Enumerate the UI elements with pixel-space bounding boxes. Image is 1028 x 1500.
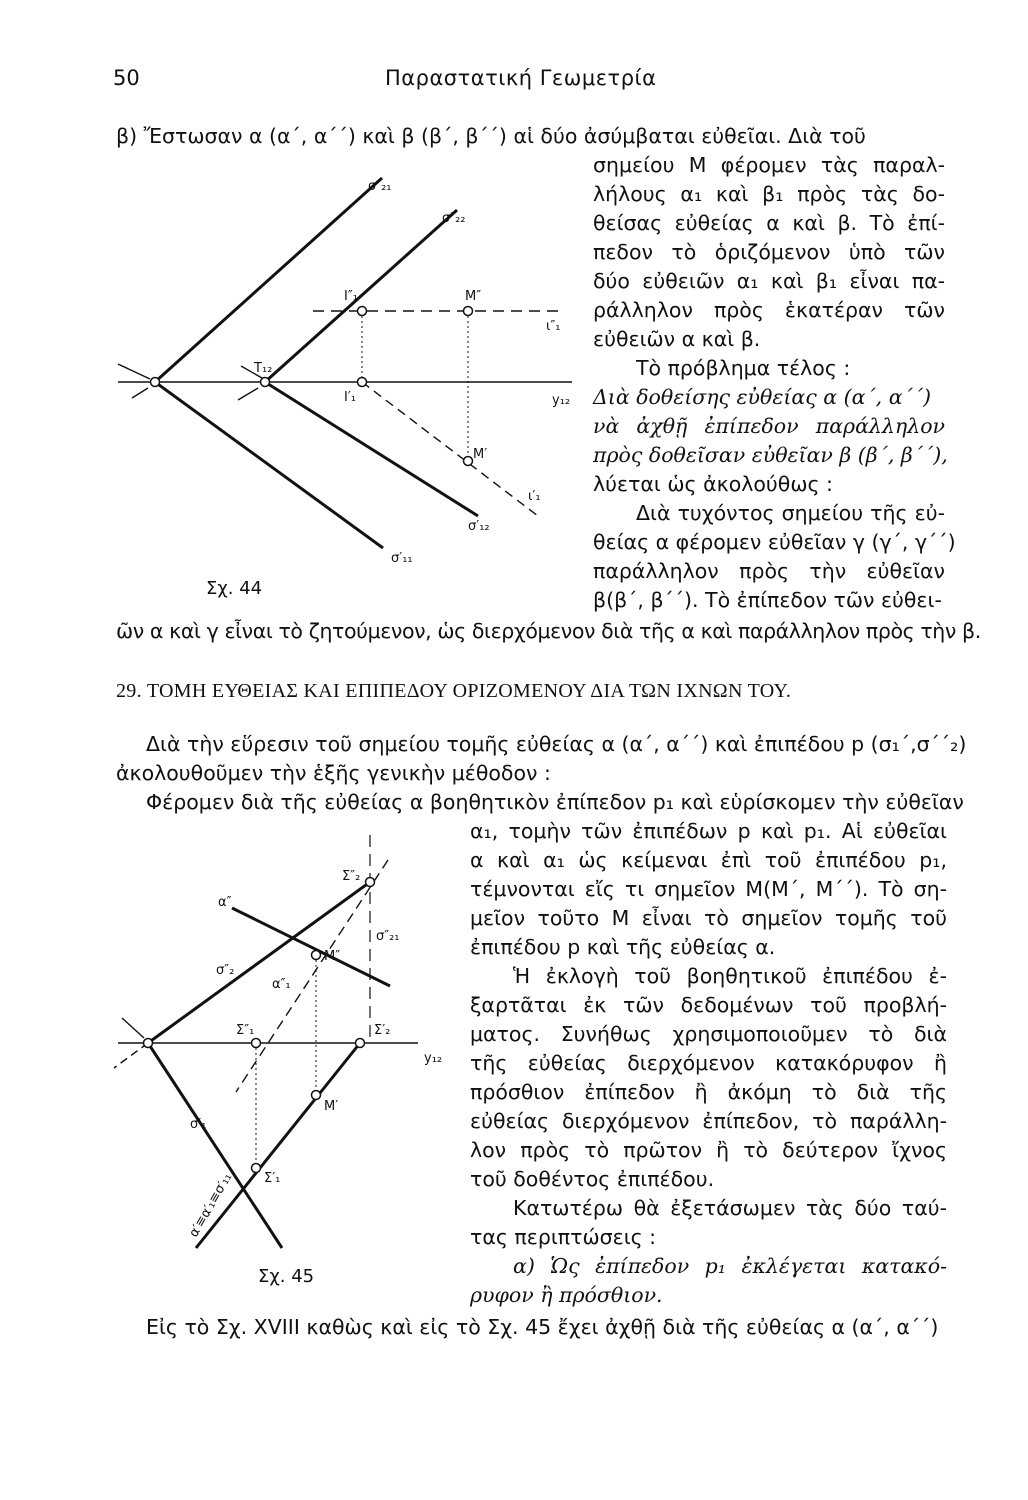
fig44-label-mpp: M″ xyxy=(465,289,482,304)
fig44-label-l1p: ι′₁ xyxy=(528,489,541,504)
fig44-label-s12p: σ′₁₂ xyxy=(468,519,490,534)
fig45-line-a1-pp xyxy=(236,860,391,1092)
para-b-line-9: Τὸ πρόβλημα τέλος : xyxy=(636,356,851,380)
s29-line-r10: πρόσθιον ἐπίπεδον ἢ ἀκόμη τὸ διὰ τῆς xyxy=(470,1080,947,1104)
fig45-trace-tick xyxy=(122,1018,144,1038)
para-b-line-6: δύο εὐθειῶν α₁ καὶ β₁ εἶναι πα- xyxy=(593,269,945,293)
fig45-line-a-pp xyxy=(232,908,390,986)
fig45-label-s1p: σ′₁ xyxy=(190,1117,207,1132)
fig45-point-S2pp xyxy=(366,878,375,887)
fig44-caption: Σχ. 44 xyxy=(206,578,263,599)
fig45-label-y12: y₁₂ xyxy=(424,1051,443,1066)
fig45-point-Mp xyxy=(312,1091,321,1100)
para-b-line-17: β(β΄, β΄΄). Τὸ ἐπίπεδον τῶν εὐθει- xyxy=(593,588,942,612)
page-number: 50 xyxy=(113,66,140,90)
fig45-label-s2pp: σ″₂ xyxy=(216,963,235,978)
s29-line-r4: μεῖον τοῦτο M εἶναι τὸ σημεῖον τομῆς τοῦ xyxy=(470,906,947,930)
s29-line-r13: τοῦ δοθέντος ἐπιπέδου. xyxy=(470,1167,715,1191)
fig45-point-Mpp xyxy=(312,951,321,960)
s29-line-r3: τέμνονται εἴς τι σημεῖον M(M΄, M΄΄). Τὸ ση- xyxy=(470,877,947,901)
fig44-label-y12: y₁₂ xyxy=(552,393,571,408)
para-b-line-3: λήλους α₁ καὶ β₁ πρὸς τὰς δο- xyxy=(593,182,945,206)
fig45-label-S1pp: Σ″₁ xyxy=(236,1023,255,1038)
para-b-line-10: Διὰ δοθείσης εὐθείας α (α΄, α΄΄) xyxy=(593,385,932,409)
s29-line-r14: Κατωτέρω θὰ ἐξετάσωμεν τὰς δύο ταύ- xyxy=(513,1196,947,1220)
para-b-line-7: ράλληλον πρὸς ἑκατέραν τῶν xyxy=(593,298,945,322)
s29-line-r16: α) Ὡς ἐπίπεδον p₁ ἐκλέγεται κατακό- xyxy=(513,1254,947,1278)
fig44-label-t12: T₁₂ xyxy=(254,361,273,376)
fig45-label-Mp: M′ xyxy=(324,1099,339,1114)
s29-line-r15: τας περιπτώσεις : xyxy=(470,1225,657,1249)
section-29-title: 29. ΤΟΜΗ ΕΥΘΕΙΑΣ ΚΑΙ ΕΠΙΠΕΔΟΥ ΟΡΙΖΟΜΕΝΟΥ ΔΙΑ ΤΩΝ ΙΧΝΩΝ ΤΟΥ. xyxy=(116,680,792,702)
s29-line-r12: λον πρὸς τὸ πρῶτον ἢ τὸ δεύτερον ἴχνος xyxy=(470,1138,947,1162)
fig44-label-s11p: σ′₁₁ xyxy=(391,551,413,566)
fig44-label-i1pp: I″₁ xyxy=(344,289,358,304)
fig45-label-a-pp: α″ xyxy=(218,895,232,910)
para-b-line-4: θείσας εὐθείας α καὶ β. Τὸ ἐπί- xyxy=(593,211,945,235)
fig45-point-sigma12 xyxy=(144,1039,153,1048)
fig45-label-S2p: Σ′₂ xyxy=(374,1023,391,1038)
s29-line-r5: ἐπιπέδου p καὶ τῆς εὐθείας α. xyxy=(470,935,776,959)
fig45-trace-s1p xyxy=(148,1043,282,1248)
s29-line-r11: εὐθείας διερχόμενον ἐπίπεδον, τὸ παράλλη- xyxy=(470,1109,947,1133)
para-b-line-8: εὐθειῶν α καὶ β. xyxy=(593,327,761,351)
fig44-label-s22: σ″₂₂ xyxy=(442,211,466,226)
s29-line-r9: τῆς εὐθείας διερχόμενον κατακόρυφον ἢ xyxy=(470,1051,947,1075)
s29-p1-line-2: ἀκολουθοῦμεν τὴν ἑξῆς γενικὴν μέθοδον : xyxy=(116,761,551,785)
s29-p2-line-1: Φέρομεν διὰ τῆς εὐθείας α βοηθητικὸν ἐπίπεδον p₁ καὶ εὑρίσκομεν τὴν εὐθεῖαν xyxy=(146,790,964,814)
s29-line-r17: ρυφον ἢ πρόσθιον. xyxy=(470,1283,663,1307)
running-head: Παραστατική Γεωμετρία xyxy=(385,66,657,90)
s29-line-r7: ξαρτᾶται ἐκ τῶν δεδομένων τοῦ προβλή- xyxy=(470,993,947,1017)
para-b-line-14: Διὰ τυχόντος σημείου τῆς εὐ- xyxy=(636,501,945,525)
para-b-line-18: ῶν α καὶ γ εἶναι τὸ ζητούμενον, ὡς διερχόμενον διὰ τῆς α καὶ παράλληλον πρὸς τὴν β. xyxy=(116,619,981,643)
s29-last-line: Εἰς τὸ Σχ. XVIII καθὼς καὶ εἰς τὸ Σχ. 45 ἔχει ἀχθῇ διὰ τῆς εὐθείας α (α΄, α΄΄) xyxy=(146,1315,939,1339)
para-b-line-2: σημείου M φέρομεν τὰς παραλ- xyxy=(593,153,945,177)
fig45-caption: Σχ. 45 xyxy=(258,1266,315,1287)
fig45-label-S2pp: Σ″₂ xyxy=(342,869,361,884)
fig45-label-S1p: Σ′₁ xyxy=(264,1171,281,1186)
para-b-line-5: πεδον τὸ ὁριζόμενον ὑπὸ τῶν xyxy=(593,240,945,264)
fig45-label-ident: α′≡α′₁≡σ′₁₁ xyxy=(186,1170,236,1240)
s29-line-r2: α καὶ α₁ ὡς κείμεναι ἐπὶ τοῦ ἐπιπέδου p₁, xyxy=(470,848,947,872)
fig44-label-mp: M′ xyxy=(473,447,488,462)
para-b-line-16: παράλληλον πρὸς τὴν εὐθεῖαν xyxy=(593,559,945,583)
fig44-label-s21: σ″₂₁ xyxy=(368,179,392,194)
fig45-line-a-p xyxy=(196,1043,360,1248)
para-b-line-12: πρὸς δοθεῖσαν εὐθεῖαν β (β΄, β΄΄), xyxy=(593,443,948,467)
fig45-label-s21pp: σ″₂₁ xyxy=(376,929,400,944)
fig45-point-S1p xyxy=(252,1164,261,1173)
s29-line-r8: ματος. Συνήθως χρησιμοποιοῦμεν τὸ διὰ xyxy=(470,1022,947,1046)
fig45-point-S1pp xyxy=(252,1039,261,1048)
para-b-line-11: νὰ ἀχθῇ ἐπίπεδον παράλληλον xyxy=(593,414,945,438)
fig45-point-S2p xyxy=(356,1039,365,1048)
fig44-label-i1p: I′₁ xyxy=(344,390,356,405)
s29-line-r1: α₁, τομὴν τῶν ἐπιπέδων p καὶ p₁. Αἱ εὐθεῖαι xyxy=(470,819,947,843)
fig45-label-Mpp: M″ xyxy=(324,949,341,964)
s29-line-r6: Ἡ ἐκλογὴ τοῦ βοηθητικοῦ ἐπιπέδου ἐ- xyxy=(513,964,947,988)
fig45-trace-extension xyxy=(114,1043,148,1068)
para-b-line-1: β) Ἔστωσαν α (α΄, α΄΄) καὶ β (β΄, β΄΄) αἱ δύο ἀσύμβαται εὐθεῖαι. Διὰ τοῦ xyxy=(116,124,866,148)
fig44-label-l1pp: ι″₁ xyxy=(546,319,561,334)
fig45-label-a1pp: α″₁ xyxy=(272,977,291,992)
s29-p1-line-1: Διὰ τὴν εὕρεσιν τοῦ σημείου τομῆς εὐθείας α (α΄, α΄΄) καὶ ἐπιπέδου p (σ₁΄,σ΄΄₂) xyxy=(146,732,967,756)
para-b-line-15: θείας α φέρομεν εὐθεῖαν γ (γ΄, γ΄΄) xyxy=(593,530,956,554)
para-b-line-13: λύεται ὡς ἀκολούθως : xyxy=(593,472,833,496)
